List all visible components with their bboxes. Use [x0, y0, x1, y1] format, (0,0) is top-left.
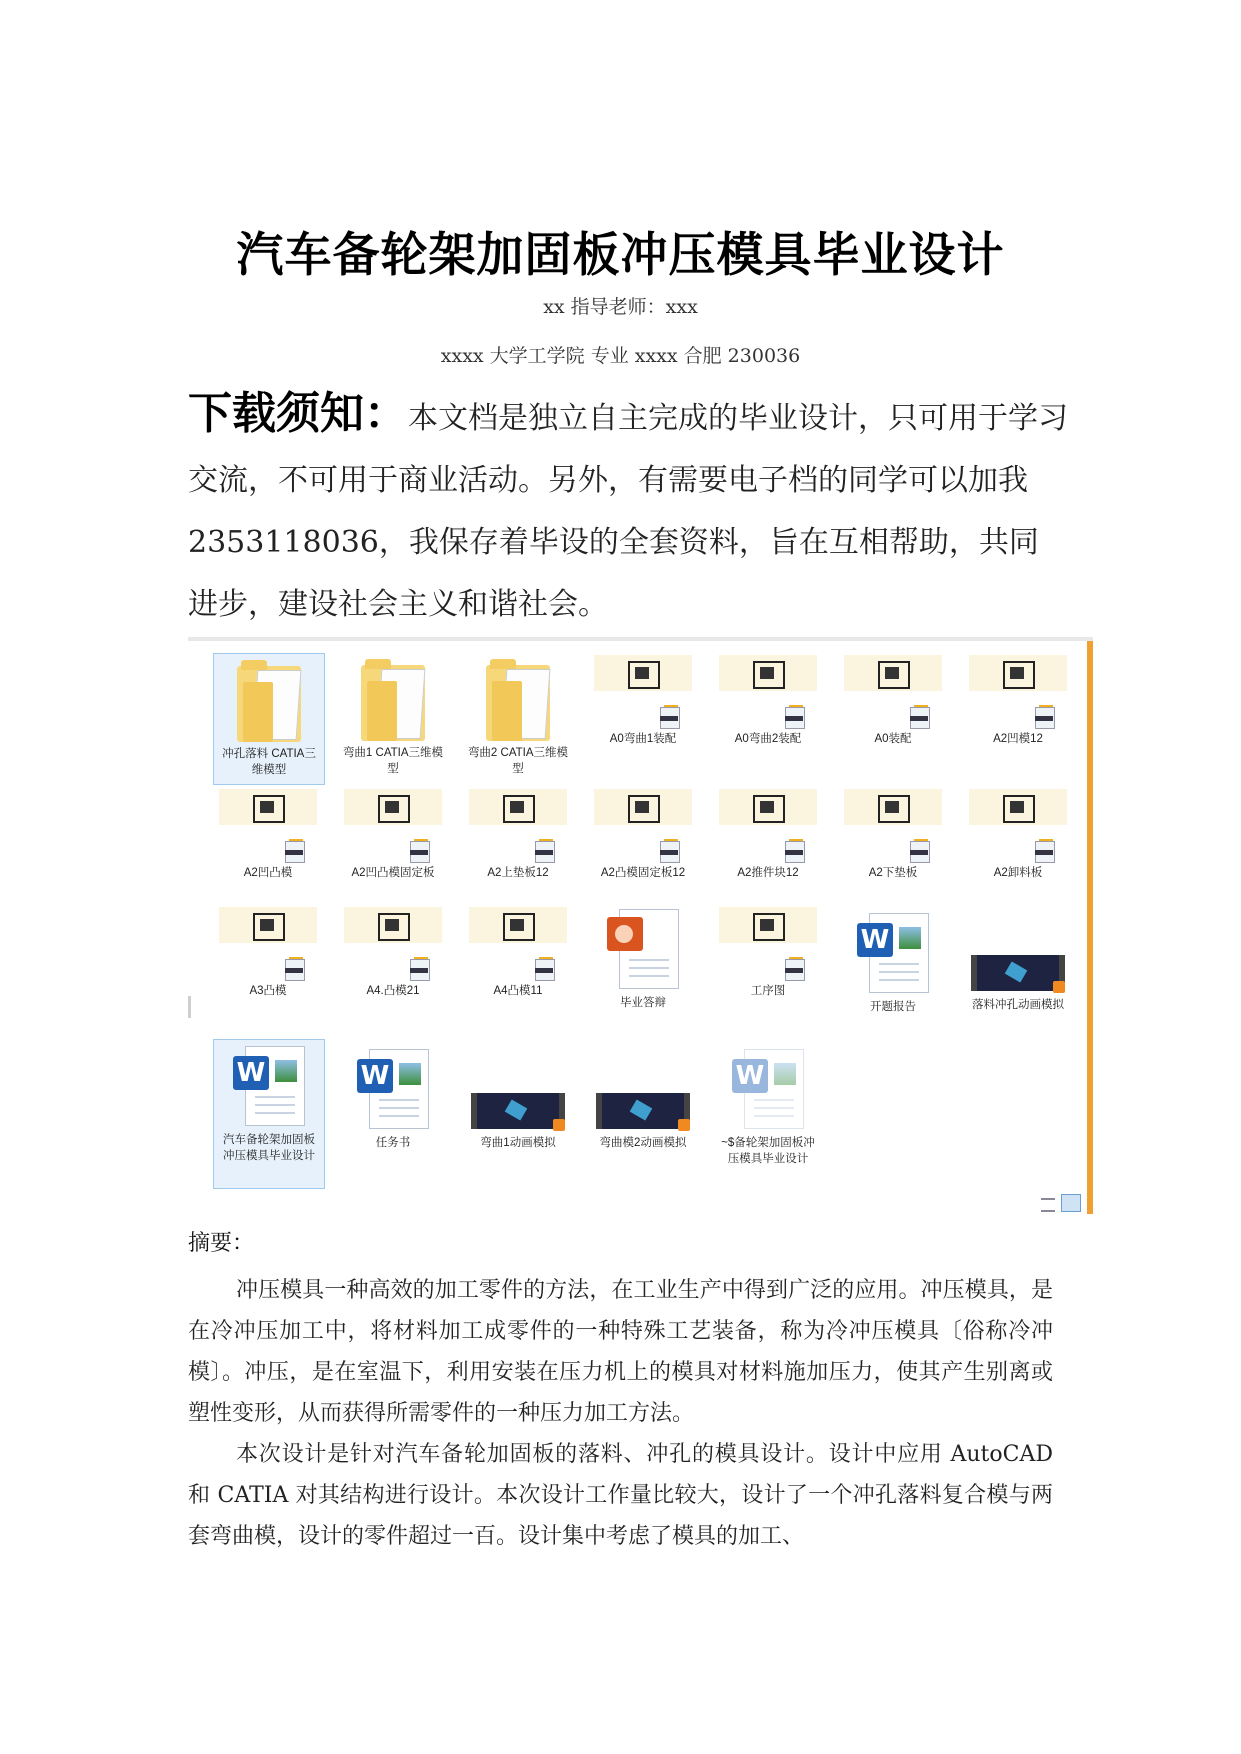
details-view-icon[interactable]	[1041, 1198, 1055, 1212]
dwg-file-icon	[660, 841, 682, 861]
notice-heading: 下载须知：	[188, 388, 408, 439]
drawing-preview	[969, 789, 1067, 825]
word-temp-file-icon: W	[732, 1049, 804, 1129]
abstract-body	[188, 1270, 1053, 1557]
dwg-file-icon	[285, 959, 307, 979]
drawing-preview	[469, 907, 567, 943]
dwg-file-icon	[1035, 707, 1057, 727]
file-item-dwg[interactable]	[713, 653, 823, 747]
word-file-icon: W	[357, 1049, 429, 1129]
file-item-label: A2凹凸模固定板	[351, 867, 435, 879]
file-item-label: A2凹模12	[993, 733, 1043, 745]
file-item-label: A4.凸模21	[366, 985, 420, 997]
file-item-label: A0弯曲1装配	[609, 733, 677, 745]
folder-icon	[486, 659, 550, 741]
dwg-file-icon	[910, 841, 932, 861]
drawing-preview	[219, 907, 317, 943]
file-item-ppt[interactable]	[588, 909, 698, 1011]
file-item-label: 冲孔落料 CATIA三维模型	[222, 748, 316, 776]
file-item-label: A2卸料板	[993, 867, 1043, 879]
file-item-folder[interactable]	[463, 653, 573, 777]
file-item-word[interactable]	[213, 1039, 325, 1189]
file-item-label: A3凸模	[249, 985, 287, 997]
file-item-label: 弯曲模2动画模拟	[599, 1137, 687, 1149]
author-line: xx 指导老师：xxx	[543, 296, 698, 318]
affiliation-line: xxxx 大学工学院 专业 xxxx 合肥 230036	[440, 345, 801, 367]
powerpoint-file-icon	[607, 909, 679, 989]
file-item-video[interactable]	[963, 951, 1073, 1013]
video-file-icon	[596, 1093, 690, 1129]
file-explorer-screenshot	[188, 637, 1093, 1214]
dwg-file-icon	[785, 707, 807, 727]
drawing-preview	[594, 789, 692, 825]
file-item-dwg[interactable]	[713, 787, 823, 881]
file-item-label: A2推件块12	[737, 867, 799, 879]
file-item-label: 弯曲1 CATIA三维模型	[342, 747, 444, 775]
drawing-preview	[219, 789, 317, 825]
file-item-dwg[interactable]	[588, 787, 698, 881]
file-item-dwg[interactable]	[338, 905, 448, 999]
dwg-file-icon	[410, 959, 432, 979]
abstract-paragraph: 本次设计是针对汽车备轮加固板的落料、冲孔的模具设计。设计中应用 AutoCAD 和 CATIA 对其结构进行设计。本次设计工作量比较大，设计了一个冲孔落料复合模与两套弯曲模，设计的零件超过一百。设计集中考虑了模具的加工、	[188, 1442, 1053, 1549]
dwg-file-icon	[285, 841, 307, 861]
drawing-preview	[344, 907, 442, 943]
file-item-dwg[interactable]	[963, 787, 1073, 881]
folder-icon	[237, 660, 301, 742]
file-item-label: A2凹凸模	[243, 867, 293, 879]
file-item-label: 任务书	[375, 1137, 411, 1149]
file-item-word[interactable]	[838, 909, 948, 1015]
dwg-file-icon	[535, 959, 557, 979]
file-item-word[interactable]	[338, 1045, 448, 1151]
file-item-word-temp[interactable]	[713, 1045, 823, 1167]
drawing-preview	[594, 655, 692, 691]
drawing-preview	[344, 789, 442, 825]
file-item-label: A0装配	[874, 733, 912, 745]
file-item-label: 弯曲2 CATIA三维模型	[467, 747, 569, 775]
document-title: 汽车备轮架加固板冲压模具毕业设计	[236, 228, 1005, 283]
file-item-video[interactable]	[463, 1089, 573, 1151]
file-item-dwg[interactable]	[588, 653, 698, 747]
file-item-label: A4凸模11	[493, 985, 543, 997]
file-item-label: 汽车备轮架加固板冲压模具毕业设计	[223, 1134, 315, 1162]
file-item-dwg[interactable]	[713, 905, 823, 999]
file-item-label: A2下垫板	[868, 867, 918, 879]
dwg-file-icon	[1035, 841, 1057, 861]
file-item-label: 弯曲1动画模拟	[480, 1137, 556, 1149]
file-item-dwg[interactable]	[213, 787, 323, 881]
drawing-preview	[844, 655, 942, 691]
drawing-preview	[719, 907, 817, 943]
drawing-preview	[719, 655, 817, 691]
abstract-paragraph: 冲压模具一种高效的加工零件的方法，在工业生产中得到广泛的应用。冲压模具，是在冷冲压加工中，将材料加工成零件的一种特殊工艺装备，称为冷冲压模具〔俗称冷冲模〕。冲压，是在室温下，利用安装在压力机上的模具对材料施加压力，使其产生别离或塑性变形，从而获得所需零件的一种压力加工方法。	[188, 1278, 1053, 1426]
drawing-preview	[469, 789, 567, 825]
file-item-dwg[interactable]	[463, 787, 573, 881]
download-notice	[188, 383, 1068, 636]
file-item-dwg[interactable]	[463, 905, 573, 999]
file-item-label: 开题报告	[870, 1001, 916, 1013]
notice-body: 本文档是独立自主完成的毕业设计，只可用于学习交流，不可用于商业活动。另外，有需要电子档的同学可以加我 2353118036，我保存着毕设的全套资料，旨在互相帮助，共同进步，建设社会主义和谐社会。	[188, 401, 1068, 622]
dwg-file-icon	[410, 841, 432, 861]
drawing-preview	[844, 789, 942, 825]
scrollbar-edge[interactable]	[1087, 641, 1093, 1214]
dwg-file-icon	[785, 959, 807, 979]
dwg-file-icon	[910, 707, 932, 727]
file-item-label: ~$备轮架加固板冲压模具毕业设计	[721, 1137, 815, 1165]
file-item-dwg[interactable]	[338, 787, 448, 881]
file-item-label: 落料冲孔动画模拟	[972, 999, 1064, 1011]
dwg-file-icon	[660, 707, 682, 727]
file-item-dwg[interactable]	[838, 787, 948, 881]
file-item-label: 毕业答辩	[620, 997, 666, 1009]
file-item-folder[interactable]	[213, 653, 325, 785]
drawing-preview	[719, 789, 817, 825]
word-file-icon: W	[857, 913, 929, 993]
dwg-file-icon	[785, 841, 807, 861]
word-file-icon: W	[233, 1046, 305, 1126]
file-item-label: A0弯曲2装配	[734, 733, 802, 745]
file-item-dwg[interactable]	[838, 653, 948, 747]
file-item-video[interactable]	[588, 1089, 698, 1151]
file-item-label: A2上垫板12	[487, 867, 549, 879]
file-item-label: 工序图	[750, 985, 786, 997]
folder-icon	[361, 659, 425, 741]
file-item-dwg[interactable]	[963, 653, 1073, 747]
large-icons-view-icon[interactable]	[1061, 1194, 1081, 1212]
drawing-preview	[969, 655, 1067, 691]
file-item-folder[interactable]	[338, 653, 448, 777]
dwg-file-icon	[535, 841, 557, 861]
left-edge-marker	[188, 996, 191, 1018]
video-file-icon	[971, 955, 1065, 991]
file-item-label: A2凸模固定板12	[600, 867, 686, 879]
file-item-dwg[interactable]	[213, 905, 323, 999]
video-file-icon	[471, 1093, 565, 1129]
view-mode-toggle[interactable]	[1041, 1194, 1081, 1212]
abstract-heading: 摘要：	[188, 1231, 255, 1256]
